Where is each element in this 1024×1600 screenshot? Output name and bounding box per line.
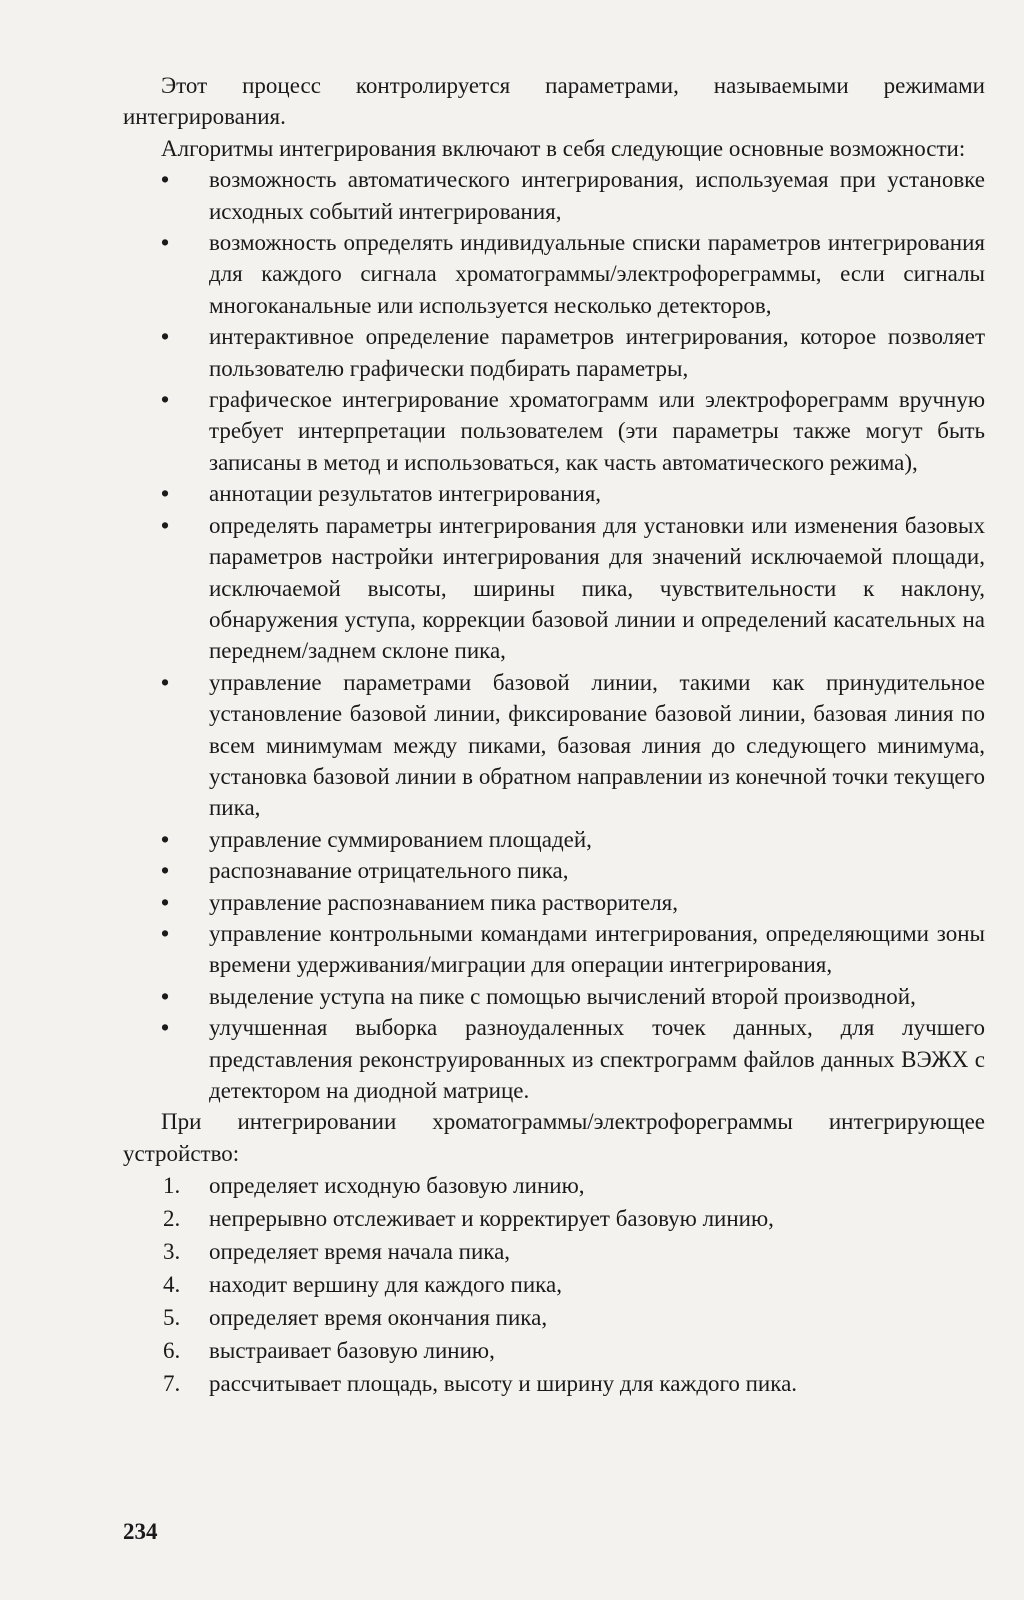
integration-steps-list	[123, 1169, 985, 1400]
step-text: определяет время окончания пика,	[209, 1305, 548, 1331]
capabilities-list	[123, 164, 985, 1106]
bullet-icon: •	[161, 669, 170, 695]
page-body	[123, 70, 985, 1400]
step-text: выстраивает базовую линию,	[209, 1338, 495, 1364]
list-item	[123, 981, 985, 1012]
bullet-icon: •	[161, 1015, 170, 1041]
step-number: 7.	[163, 1371, 181, 1397]
list-item	[123, 478, 985, 509]
bullet-icon: •	[161, 230, 170, 256]
list-item	[123, 667, 985, 824]
step-item	[123, 1202, 985, 1235]
list-item-text: управление контрольными командами интегрирования, определяющими зоны времени удерживания/миграции для операции интегрирования,	[209, 920, 985, 978]
bullet-icon: •	[161, 167, 170, 193]
bullet-icon: •	[161, 920, 170, 946]
list-item	[123, 510, 985, 667]
paragraph-algorithms-intro: Алгоритмы интегрирования включают в себя следующие основные возможности:	[161, 135, 966, 161]
list-item-text: управление распознаванием пика растворителя,	[209, 889, 679, 915]
bullet-icon: •	[161, 889, 170, 915]
list-item-text: возможность автоматического интегрирования, используемая при установке исходных событий интегрирования,	[209, 167, 985, 224]
list-item-text: выделение уступа на пике с помощью вычислений второй производной,	[209, 983, 916, 1009]
list-item	[123, 1012, 985, 1106]
step-item	[123, 1268, 985, 1301]
step-text: определяет время начала пика,	[209, 1239, 511, 1265]
list-item	[123, 855, 985, 886]
list-item-text: управление суммированием площадей,	[209, 826, 592, 852]
list-item	[123, 824, 985, 855]
bullet-icon: •	[161, 481, 170, 507]
list-item-text: интерактивное определение параметров интегрирования, которое позволяет пользователю графически подбирать параметры,	[209, 324, 985, 381]
step-number: 3.	[163, 1239, 181, 1265]
page-number: 234	[123, 1519, 158, 1544]
list-item	[123, 384, 985, 478]
list-item	[123, 164, 985, 227]
step-text: находит вершину для каждого пика,	[209, 1272, 562, 1298]
bullet-icon: •	[161, 826, 170, 852]
list-item-text: распознавание отрицательного пика,	[209, 858, 569, 884]
list-item	[123, 321, 985, 384]
step-item	[123, 1169, 985, 1202]
step-item	[123, 1367, 985, 1400]
step-number: 2.	[163, 1206, 181, 1232]
step-text: непрерывно отслеживает и корректирует базовую линию,	[209, 1206, 774, 1232]
bullet-icon: •	[161, 858, 170, 884]
step-text: рассчитывает площадь, высоту и ширину для каждого пика.	[209, 1371, 798, 1397]
step-number: 4.	[163, 1272, 181, 1298]
list-item-text: графическое интегрирование хроматограмм или электрофореграмм вручную требует интерпретации пользователем (эти параметры также могут быть записаны в метод и использоваться, как часть автоматического режима),	[209, 387, 985, 475]
step-number: 6.	[163, 1338, 181, 1364]
step-text: определяет исходную базовую линию,	[209, 1173, 585, 1199]
list-item-text: аннотации результатов интегрирования,	[209, 481, 602, 507]
list-item	[123, 887, 985, 918]
step-number: 1.	[163, 1173, 181, 1199]
step-item	[123, 1235, 985, 1268]
bullet-icon: •	[161, 512, 170, 538]
paragraph-integrator-steps-intro: При интегрировании хроматограммы/электрофореграммы интегрирующее устройство:	[123, 1109, 985, 1166]
bullet-icon: •	[161, 324, 170, 350]
list-item	[123, 918, 985, 981]
list-item	[123, 227, 985, 321]
step-number: 5.	[163, 1305, 181, 1331]
list-item-text: возможность определять индивидуальные списки параметров интегрирования для каждого сигнала хроматограммы/электрофореграммы, если сигналы многоканальные или используется несколько детекторов,	[209, 230, 985, 318]
paragraph-integration-modes: Этот процесс контролируется параметрами, называемыми режимами интегрирования.	[123, 73, 985, 130]
bullet-icon: •	[161, 983, 170, 1009]
step-item	[123, 1301, 985, 1334]
step-item	[123, 1334, 985, 1367]
bullet-icon: •	[161, 387, 170, 413]
list-item-text: определять параметры интегрирования для установки или изменения базовых параметров настройки интегрирования для значений исключаемой площади, исключаемой высоты, ширины пика, чувствительности к наклону, обнаружения уступа, коррекции базовой линии и определений касательных на переднем/заднем склоне пика,	[209, 512, 985, 664]
list-item-text: улучшенная выборка разноудаленных точек данных, для лучшего представления реконструированных из спектрограмм файлов данных ВЭЖХ с детектором на диодной матрице.	[209, 1015, 985, 1103]
list-item-text: управление параметрами базовой линии, такими как принудительное установление базовой линии, фиксирование базовой линии, базовая линия по всем минимумам между пиками, базовая линия до следующего минимума, установка базовой линии в обратном направлении из конечной точки текущего пика,	[209, 669, 985, 821]
